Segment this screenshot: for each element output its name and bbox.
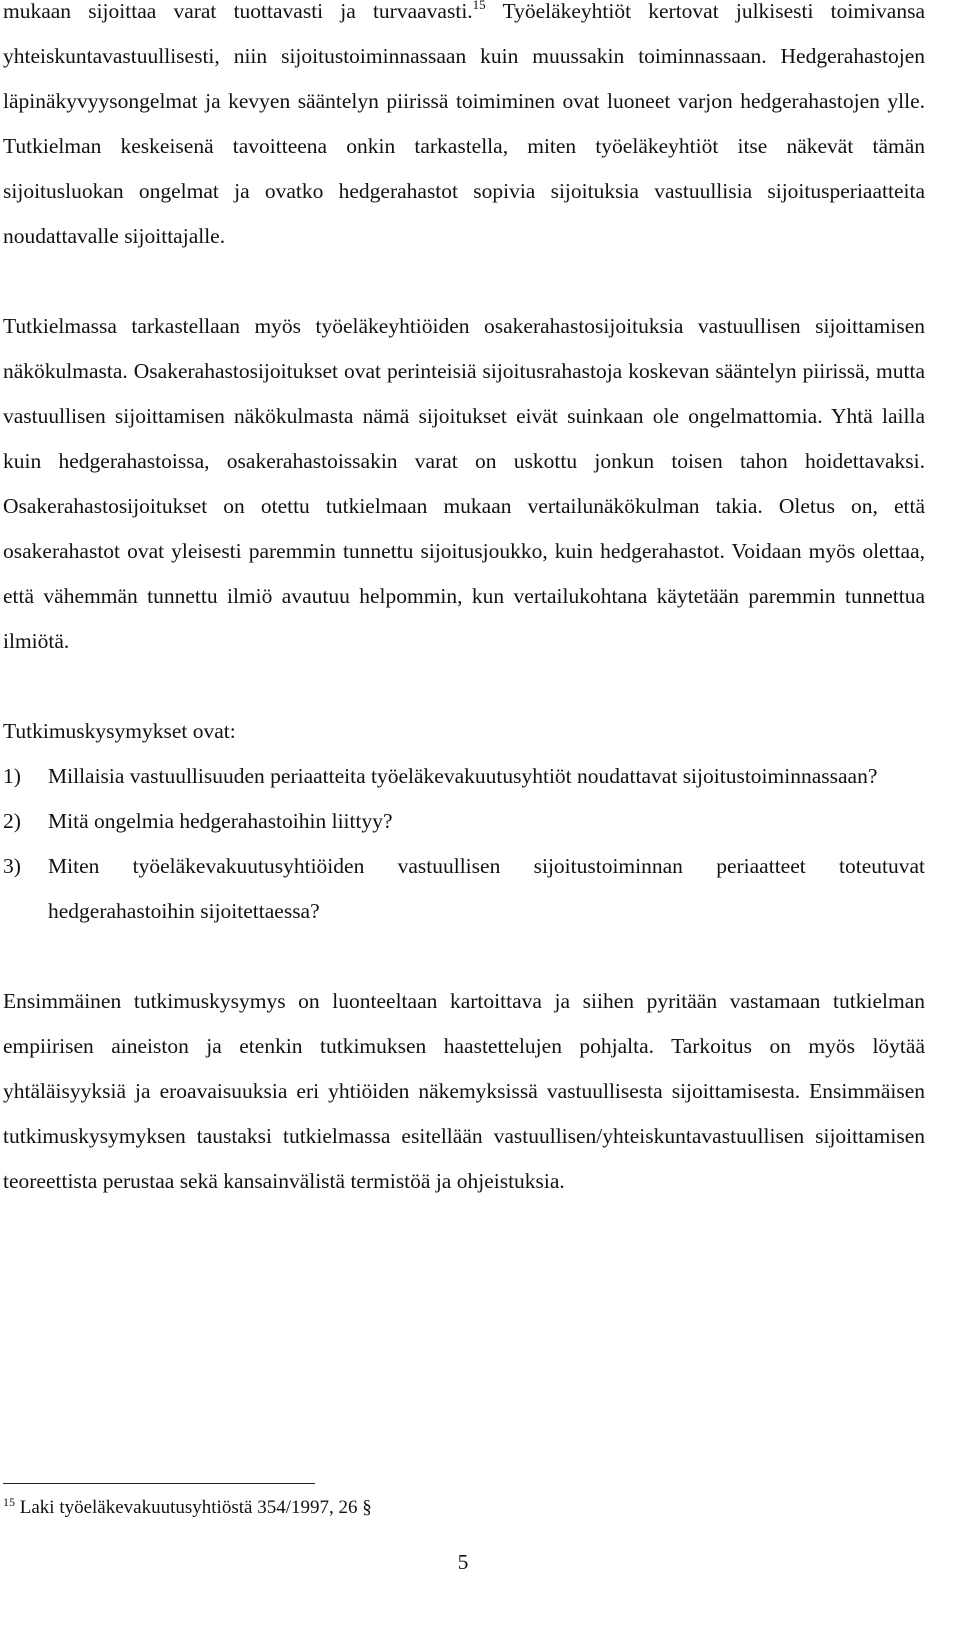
footnote-number: 15 <box>3 1495 15 1509</box>
research-question-number: 1) <box>3 764 21 788</box>
research-question-text: Miten työeläkevakuutusyhtiöiden vastuullisen sijoitustoiminnan periaatteet toteutuvat hedgerahastoihin sijoitettaessa? <box>48 854 925 923</box>
research-questions-list <box>3 754 925 934</box>
footnote-reference[interactable]: 15 <box>472 0 486 12</box>
document-page <box>3 0 925 1204</box>
research-question <box>3 799 925 844</box>
research-question-text: Mitä ongelmia hedgerahastoihin liittyy? <box>48 809 393 833</box>
research-question-text: Millaisia vastuullisuuden periaatteita työeläkevakuutusyhtiöt noudattavat sijoitustoiminnassaan? <box>48 764 878 788</box>
footnote-divider <box>3 1483 315 1484</box>
footnote-text: Laki työeläkevakuutusyhtiöstä 354/1997, 26 § <box>15 1497 372 1518</box>
paragraph-equity-funds: Tutkielmassa tarkastellaan myös työeläkeyhtiöiden osakerahastosijoituksia vastuullisen sijoittamisen näkökulmasta. Osakerahastosijoitukset ovat perinteisiä sijoitusrahastoja koskevan sääntelyn piirissä, mutta vastuullisen sijoittamisen näkökulmasta nämä sijoitukset eivät suinkaan ole ongelmattomia. Yhtä lailla kuin hedgerahastoissa, osakerahastoissakin varat on uskottu jonkun toisen tahon hoidettavaksi. Osakerahastosijoitukset on otettu tutkielmaan mukaan vertailunäkökulman takia. Oletus on, että osakerahastot ovat yleisesti paremmin tunnettu sijoitusjoukko, kuin hedgerahastot. Voidaan myös olettaa, että vähemmän tunnettu ilmiö avautuu helpommin, kun vertailukohtana käytetään paremmin tunnettua ilmiötä. <box>3 314 925 653</box>
footnote <box>3 1494 372 1522</box>
research-question <box>3 754 925 799</box>
research-question-number: 2) <box>3 809 21 833</box>
page-number: 5 <box>457 1550 469 1574</box>
paragraph-intro-text-a: mukaan sijoittaa varat tuottavasti ja turvaavasti. <box>3 0 473 23</box>
research-question-number: 3) <box>3 854 21 878</box>
research-question <box>3 844 925 934</box>
research-questions-intro: Tutkimuskysymykset ovat: <box>3 719 236 743</box>
paragraph-first-question: Ensimmäinen tutkimuskysymys on luonteeltaan kartoittava ja siihen pyritään vastamaan tutkielman empiirisen aineiston ja etenkin tutkimuksen haastettelujen pohjalta. Tarkoitus on myös löytää yhtäläisyyksiä ja eroavaisuuksia eri yhtiöiden näkemyksissä vastuullisesta sijoittamisesta. Ensimmäisen tutkimuskysymyksen taustaksi tutkielmassa esitellään vastuullisen/yhteiskuntavastuullisen sijoittamisen teoreettista perustaa sekä kansainvälistä termistöä ja ohjeistuksia. <box>3 989 925 1193</box>
paragraph-intro-text-b: Työeläkeyhtiöt kertovat julkisesti toimivansa yhteiskuntavastuullisesti, niin sijoitustoiminnassaan kuin muussakin toiminnassaan. Hedgerahastojen läpinäkyvyysongelmat ja kevyen sääntelyn piirissä toimiminen ovat luoneet varjon hedgerahastojen ylle. Tutkielman keskeisenä tavoitteena onkin tarkastella, miten työeläkeyhtiöt itse näkevät tämän sijoitusluokan ongelmat ja ovatko hedgerahastot sopivia sijoituksia vastuullisia sijoitusperiaatteita noudattavalle sijoittajalle. <box>3 0 925 248</box>
paragraph-intro <box>3 0 925 259</box>
